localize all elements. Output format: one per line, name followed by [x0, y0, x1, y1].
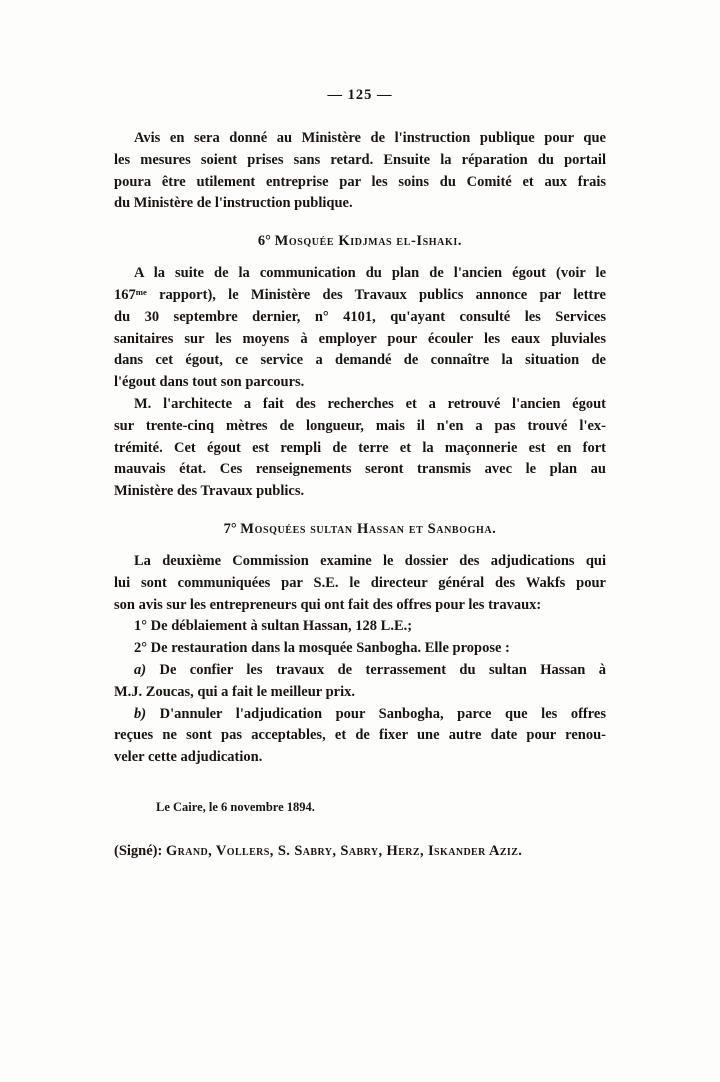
text-line	[114, 573, 606, 595]
page-content	[114, 128, 606, 861]
text-segment: les mesures soient prises sans retard. Ensuite la réparation du portail	[114, 151, 606, 168]
text-line	[114, 329, 606, 351]
text-segment: sanitaires sur les moyens à employer pour écouler les eaux pluviales	[114, 330, 606, 347]
list-item-b-annuler	[114, 704, 606, 769]
text-line	[114, 747, 606, 769]
superscript-text: me	[135, 287, 147, 298]
text-line	[114, 438, 606, 460]
text-segment: dans cet égout, ce service a demandé de connaître la situation de	[114, 352, 606, 369]
text-segment: De confier les travaux de terrassement du sultan Hassan à	[146, 661, 606, 678]
text-line	[114, 193, 606, 215]
text-line	[114, 459, 606, 481]
list-item-1-deblaiement	[114, 616, 606, 638]
text-segment: Le Caire, le 6 novembre 1894.	[156, 799, 315, 814]
text-segment: La deuxième Commission examine le dossier des adjudications qui	[134, 552, 606, 569]
heading-mosquees-hassan-sanbogha	[114, 519, 606, 539]
italic-text: a)	[134, 661, 147, 678]
text-segment: 167	[114, 286, 136, 303]
text-segment: l'égout dans tout son parcours.	[114, 374, 305, 391]
text-segment: Ministère des Travaux publics.	[114, 483, 305, 500]
text-segment: son avis sur les entrepreneurs qui ont fait des offres pour les travaux:	[114, 596, 542, 613]
text-line	[114, 128, 606, 150]
text-segment: lui sont communiquées par S.E. le directeur général des Wakfs pour	[114, 574, 606, 591]
small-caps-text: Mosquées sultan Hassan et Sanbogha.	[240, 520, 497, 537]
text-line	[114, 682, 606, 704]
text-segment: 6°	[257, 233, 275, 250]
text-segment: du Ministère de l'instruction publique.	[114, 195, 353, 212]
text-segment: 2° De restauration dans la mosquée Sanbogha. Elle propose :	[134, 640, 510, 657]
text-segment: (Signé):	[114, 842, 166, 859]
text-line	[114, 350, 606, 372]
paragraph-avis-ministere	[114, 128, 606, 215]
text-line	[114, 394, 606, 416]
text-segment: 7°	[223, 520, 241, 537]
text-line	[114, 263, 606, 285]
text-segment: du 30 septembre dernier, n° 4101, qu'ayant consulté les Services	[114, 308, 606, 325]
text-segment: rapport), le Ministère des Travaux publics annonce par lettre	[146, 286, 606, 303]
text-line	[114, 416, 606, 438]
paragraph-ancien-egout	[114, 263, 606, 394]
heading-mosquee-kidjmas-el-ishaki	[114, 231, 606, 251]
small-caps-text: Grand, Vollers, S. Sabry, Sabry, Herz, Iskander Aziz.	[165, 842, 523, 859]
text-segment: veler cette adjudication.	[114, 749, 263, 766]
text-line	[114, 660, 606, 682]
list-item-a-confier	[114, 660, 606, 704]
text-segment: reçues ne sont pas acceptables, et de fixer une autre date pour renou-	[114, 727, 606, 744]
paragraph-architecte-recherches	[114, 394, 606, 503]
text-line	[114, 481, 606, 503]
text-line	[114, 307, 606, 329]
text-segment: Avis en sera donné au Ministère de l'instruction publique pour que	[134, 130, 606, 146]
text-line	[114, 551, 606, 573]
paragraph-deuxieme-commission	[114, 551, 606, 616]
text-segment: 1° De déblaiement à sultan Hassan, 128 L.E.;	[134, 618, 413, 635]
text-segment: sur trente-cinq mètres de longueur, mais il n'en a pas trouvé l'ex-	[114, 417, 606, 434]
text-line	[114, 150, 606, 172]
italic-text: b)	[134, 705, 147, 722]
text-segment: M. l'architecte a fait des recherches et a retrouvé l'ancien égout	[134, 395, 606, 412]
small-caps-text: Mosquée Kidjmas el-Ishaki.	[274, 233, 463, 250]
page-number: — 125 —	[327, 87, 393, 103]
text-line	[114, 172, 606, 194]
text-segment: poura être utilement entreprise par les soins du Comité et aux frais	[114, 173, 606, 190]
text-line	[114, 638, 606, 660]
dateline-le-caire	[114, 799, 606, 815]
text-line	[114, 704, 606, 726]
text-segment: mauvais état. Ces renseignements seront transmis avec le plan au	[114, 461, 606, 478]
text-segment: M.J. Zoucas, qui a fait le meilleur prix.	[114, 683, 355, 700]
text-line	[114, 616, 606, 638]
text-line	[114, 725, 606, 747]
text-line	[114, 372, 606, 394]
list-item-2-restauration	[114, 638, 606, 660]
signature-line	[114, 841, 606, 861]
text-segment: trémité. Cet égout est rempli de terre et la maçonnerie est en fort	[114, 439, 606, 456]
text-segment: D'annuler l'adjudication pour Sanbogha, parce que les offres	[146, 705, 606, 722]
text-segment: A la suite de la communication du plan de l'ancien égout (voir le	[134, 265, 606, 282]
text-line	[114, 595, 606, 617]
text-line	[114, 285, 606, 307]
